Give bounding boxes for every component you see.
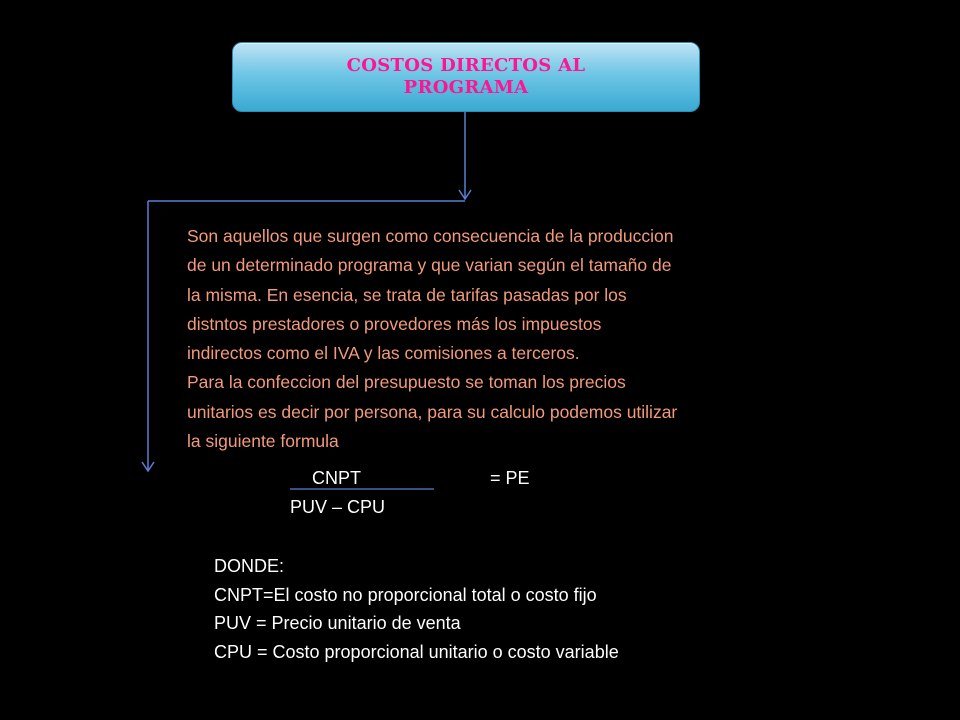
definition-item: CNPT=El costo no proporcional total o costo fijo	[214, 584, 597, 605]
definition-item: PUV = Precio unitario de venta	[214, 613, 461, 633]
paragraph-line: unitarios es decir por persona, para su calculo podemos utilizar	[187, 401, 678, 422]
paragraph-line: indirectos como el IVA y las comisiones a terceros.	[187, 343, 580, 364]
paragraph-line: Para la confeccion del presupuesto se toman los precios	[187, 372, 626, 393]
paragraph-line: distntos prestadores o provedores más los impuestos	[187, 313, 602, 334]
title-text: COSTOS DIRECTOS AL PROGRAMA	[346, 55, 586, 98]
definitions-heading: DONDE:	[214, 556, 285, 576]
formula-denominator: PUV – CPU	[290, 497, 386, 517]
paragraph-line: la misma. En esencia, se trata de tarifas pasadas por los	[187, 284, 627, 305]
paragraph-line: de un determinado programa y que varian según el tamaño de	[187, 255, 672, 276]
paragraph-line: la siguiente formula	[187, 431, 339, 452]
title-box	[232, 42, 700, 112]
formula-result: = PE	[490, 468, 530, 488]
formula-numerator: CNPT	[312, 468, 361, 488]
description-paragraph	[187, 222, 827, 456]
definition-item: CPU = Costo proporcional unitario o costo variable	[214, 641, 619, 662]
definitions-block	[214, 552, 619, 666]
paragraph-line: Son aquellos que surgen como consecuencia de la produccion	[187, 226, 674, 246]
